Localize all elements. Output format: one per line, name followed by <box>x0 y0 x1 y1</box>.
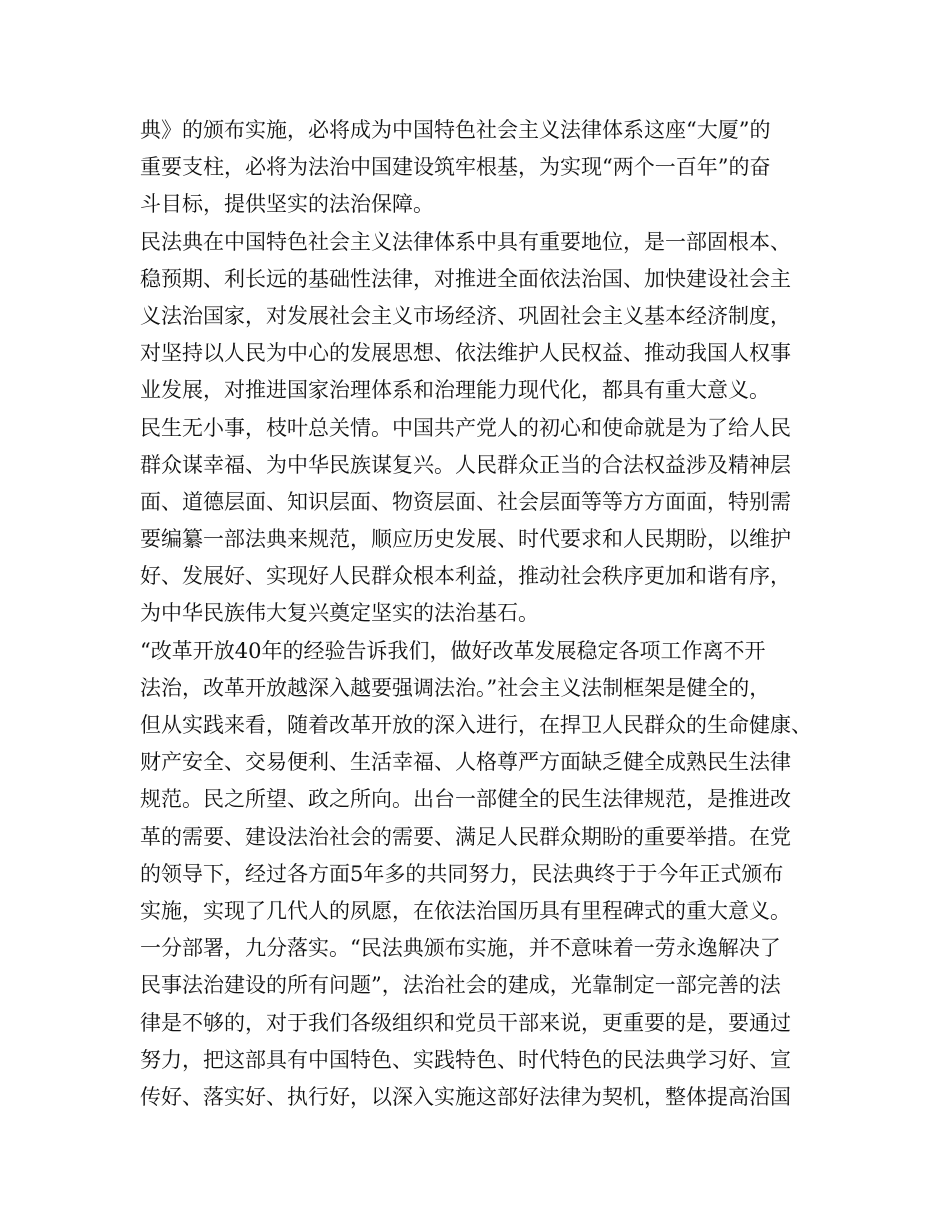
text-line: 稳预期、利长远的基础性法律，对推进全面依法治国、加快建设社会主 <box>140 266 791 291</box>
text-line: 为中华民族伟大复兴奠定坚实的法治基石。 <box>140 601 539 626</box>
text-line: 要编纂一部法典来规范，顺应历史发展、时代要求和人民期盼，以维护 <box>140 527 791 552</box>
text-line: “改革开放40年的经验告诉我们，做好改革发展稳定各项工作离不开 <box>140 638 766 663</box>
text-line: 民事法治建设的所有问题”，法治社会的建成，光靠制定一部完善的法 <box>140 973 781 998</box>
text-line: 民生无小事，枝叶总关情。中国共产党人的初心和使命就是为了给人民 <box>140 415 791 440</box>
text-line: 革的需要、建设法治社会的需要、满足人民群众期盼的重要举措。在党 <box>140 824 791 849</box>
text-line: 但从实践来看，随着改革开放的深入进行，在捍卫人民群众的生命健康、 <box>140 713 812 737</box>
text-line: 实施，实现了几代人的夙愿，在依法治国历具有里程碑式的重大意义。 <box>140 898 791 923</box>
text-line: 努力，把这部具有中国特色、实践特色、时代特色的民法典学习好、宣 <box>140 1047 791 1072</box>
text-line: 律是不够的，对于我们各级组织和党员干部来说，更重要的是，要通过 <box>140 1010 791 1035</box>
text-line: 财产安全、交易便利、生活幸福、人格尊严方面缺乏健全成熟民生法律 <box>140 750 791 775</box>
text-line: 法治，改革开放越深入越要强调法治。”社会主义法制框架是健全的， <box>140 675 771 700</box>
text-line: 重要支柱，必将为法治中国建设筑牢根基，为实现“两个一百年”的奋 <box>140 155 771 180</box>
text-line: 面、道德层面、知识层面、物资层面、社会层面等等方方面面，特别需 <box>140 489 791 514</box>
text-line: 好、发展好、实现好人民群众根本利益，推动社会秩序更加和谐有序， <box>140 564 791 589</box>
text-line: 民法典在中国特色社会主义法律体系中具有重要地位，是一部固根本、 <box>140 229 791 254</box>
document-body <box>140 112 830 1116</box>
text-line: 对坚持以人民为中心的发展思想、依法维护人民权益、推动我国人权事 <box>140 341 791 366</box>
text-line: 业发展，对推进国家治理体系和治理能力现代化，都具有重大意义。 <box>140 378 770 403</box>
text-line: 群众谋幸福、为中华民族谋复兴。人民群众正当的合法权益涉及精神层 <box>140 452 791 477</box>
text-line: 的领导下，经过各方面5年多的共同努力，民法典终于于今年正式颁布 <box>140 861 784 886</box>
text-line: 典》的颁布实施，必将成为中国特色社会主义法律体系这座“大厦”的 <box>140 118 771 142</box>
text-line: 传好、落实好、执行好，以深入实施这部好法律为契机，整体提高治国 <box>140 1084 791 1109</box>
text-line: 一分部署，九分落实。“民法典颁布实施，并不意味着一劳永逸解决了 <box>140 936 781 961</box>
text-line: 义法治国家，对发展社会主义市场经济、巩固社会主义基本经济制度， <box>140 303 791 328</box>
text-line: 斗目标，提供坚实的法治保障。 <box>140 192 434 217</box>
text-line: 规范。民之所望、政之所向。出台一部健全的民生法律规范，是推进改 <box>140 787 791 812</box>
